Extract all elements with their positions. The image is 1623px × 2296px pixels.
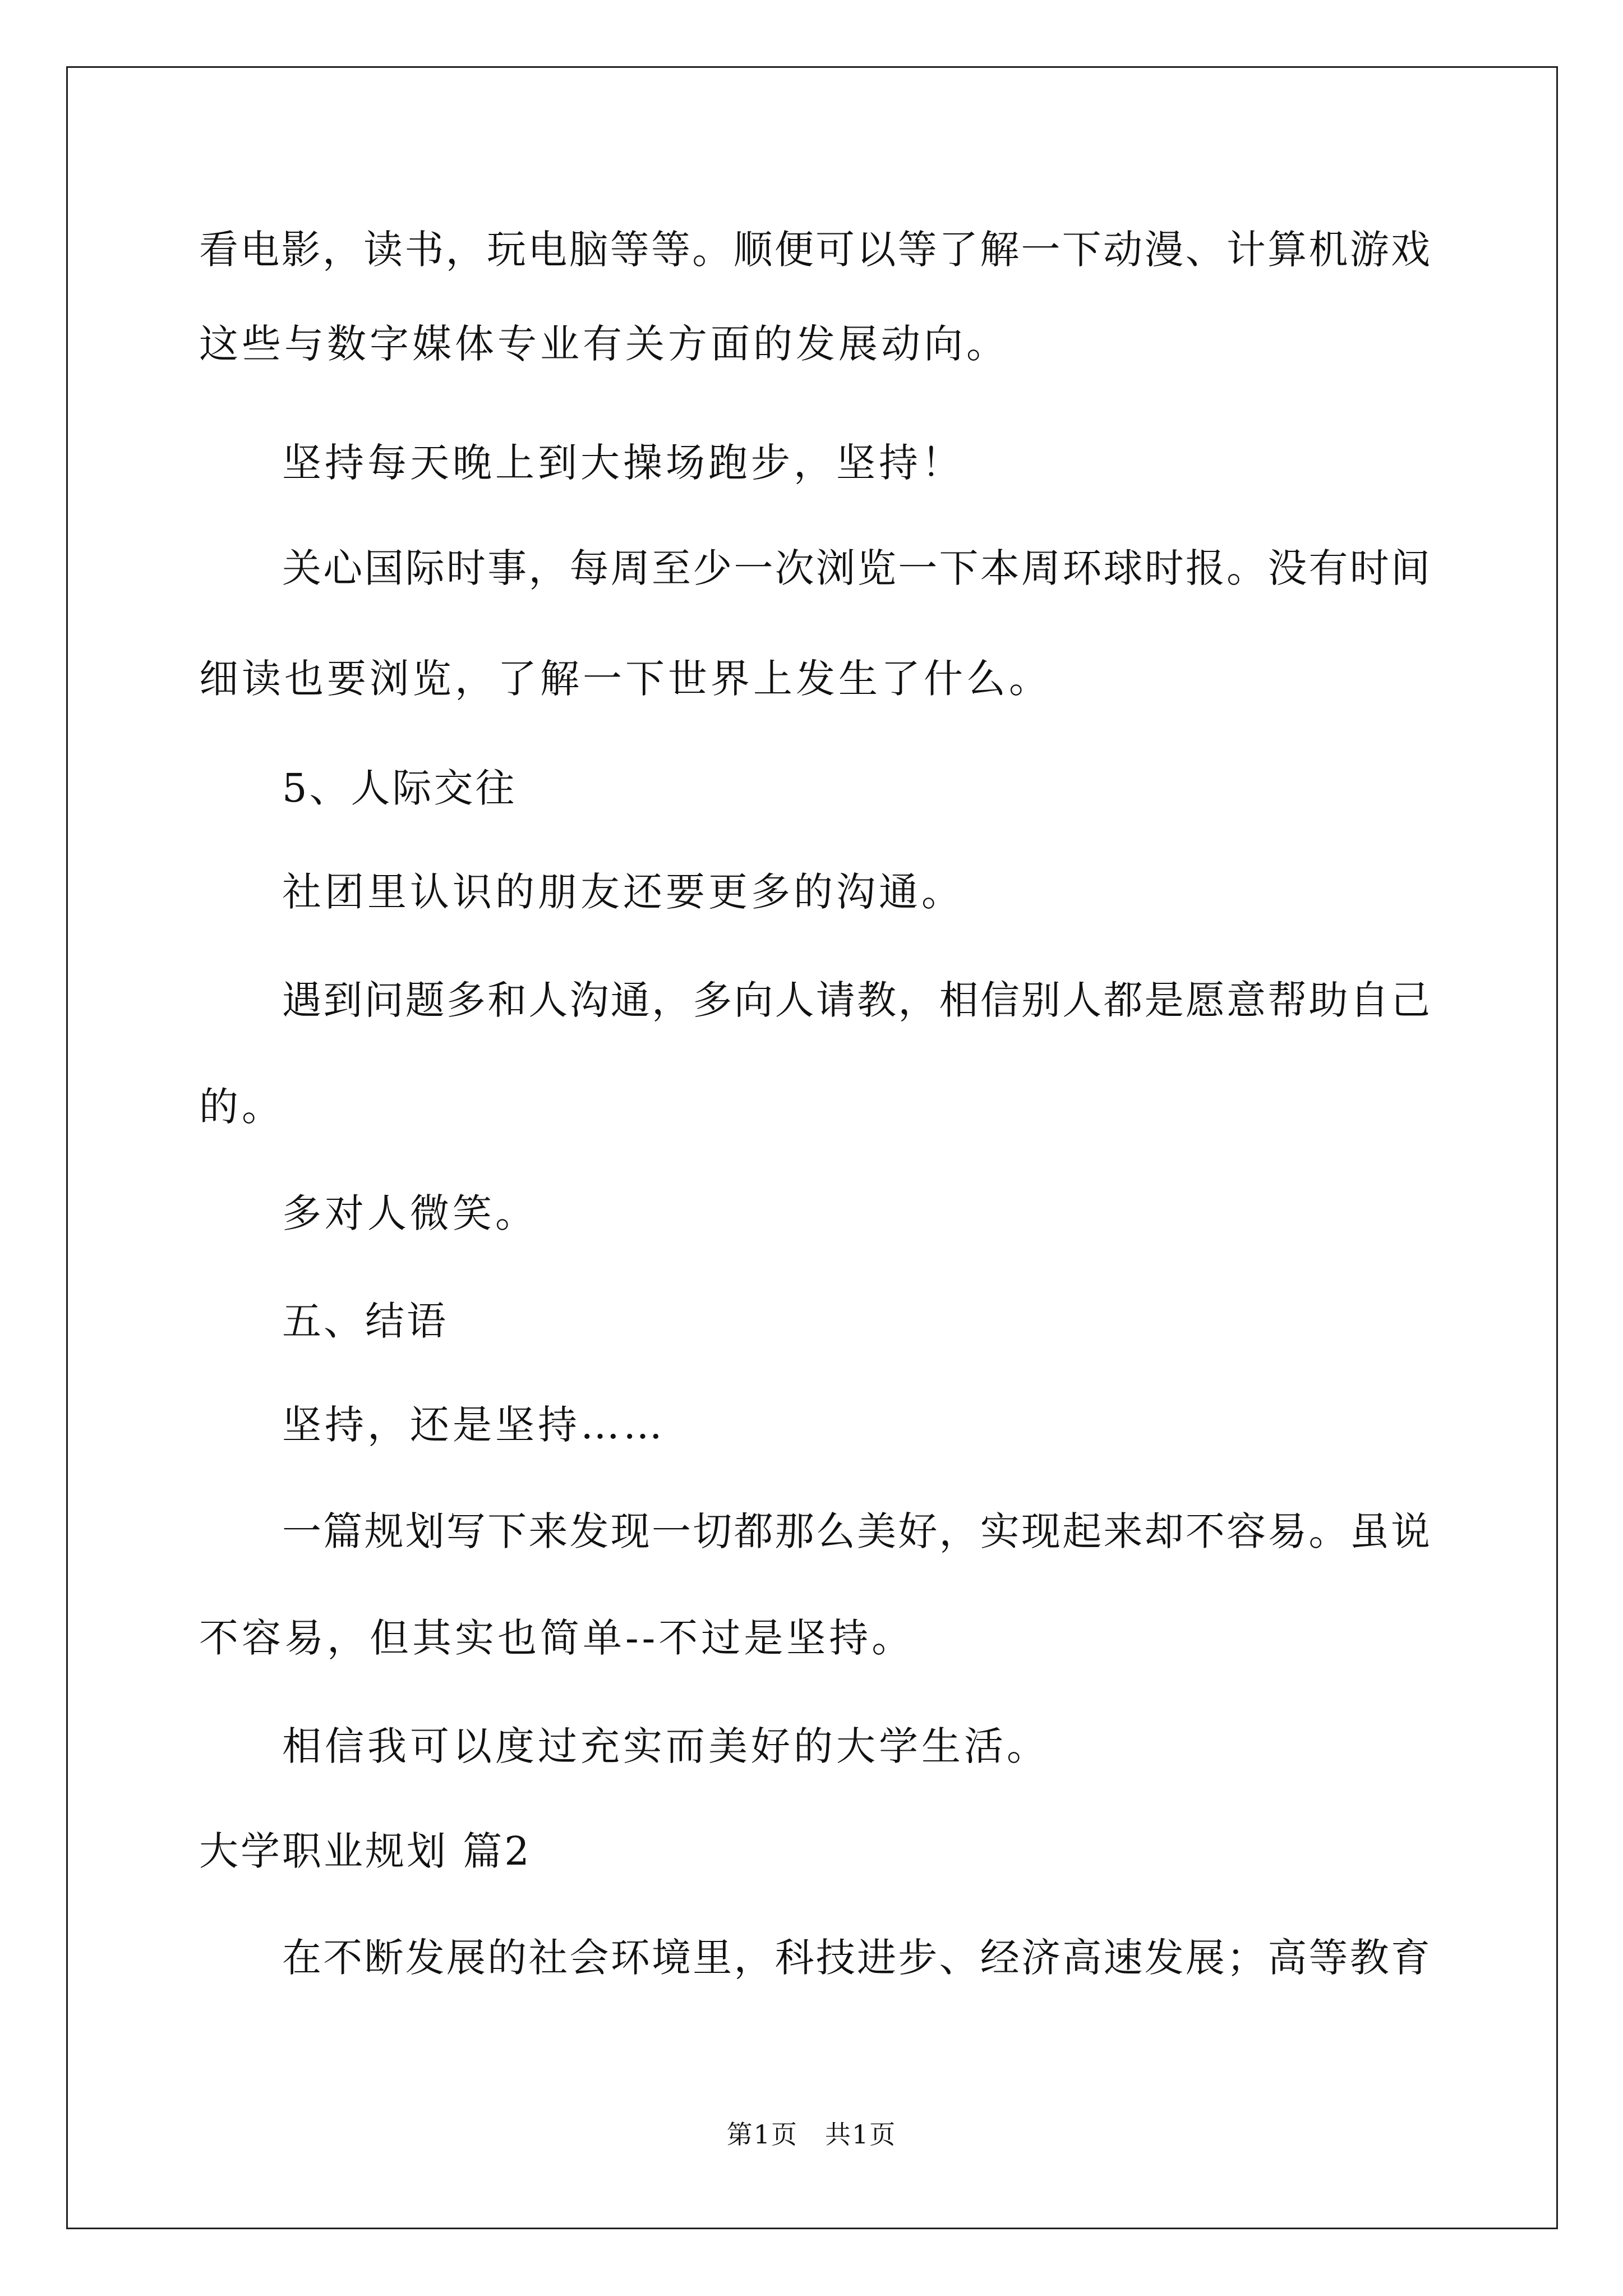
paragraph-line: 坚持，还是坚持……	[282, 1402, 666, 1448]
paragraph-line: 看电影，读书，玩电脑等等。顺便可以等了解一下动漫、计算机游戏	[199, 227, 1430, 273]
article-heading: 大学职业规划 篇2	[199, 1828, 532, 1874]
paragraph-line: 一篇规划写下来发现一切都那么美好，实现起来却不容易。虽说	[282, 1508, 1430, 1554]
paragraph-line: 关心国际时事，每周至少一次浏览一下本周环球时报。没有时间	[282, 545, 1430, 591]
section-heading: 五、结语	[282, 1298, 448, 1344]
page-border	[66, 66, 1558, 2229]
paragraph-line: 细读也要浏览，了解一下世界上发生了什么。	[199, 656, 1052, 702]
paragraph-line: 不容易，但其实也简单--不过是坚持。	[199, 1615, 915, 1661]
paragraph-line: 相信我可以度过充实而美好的大学生活。	[282, 1723, 1049, 1769]
paragraph-line: 社团里认识的朋友还要更多的沟通。	[282, 869, 964, 915]
paragraph-line: 的。	[199, 1084, 284, 1130]
paragraph-line: 在不断发展的社会环境里，科技进步、经济高速发展；高等教育	[282, 1935, 1430, 1981]
page-footer: 第1页 共1页	[726, 2119, 897, 2150]
paragraph-line: 多对人微笑。	[282, 1190, 538, 1236]
paragraph-line: 这些与数字媒体专业有关方面的发展动向。	[199, 321, 1009, 367]
paragraph-line: 坚持每天晚上到大操场跑步，坚持！	[282, 440, 964, 486]
paragraph-line: 遇到问题多和人沟通，多向人请教，相信别人都是愿意帮助自己	[282, 977, 1430, 1023]
section-heading: 5、人际交往	[282, 765, 517, 811]
